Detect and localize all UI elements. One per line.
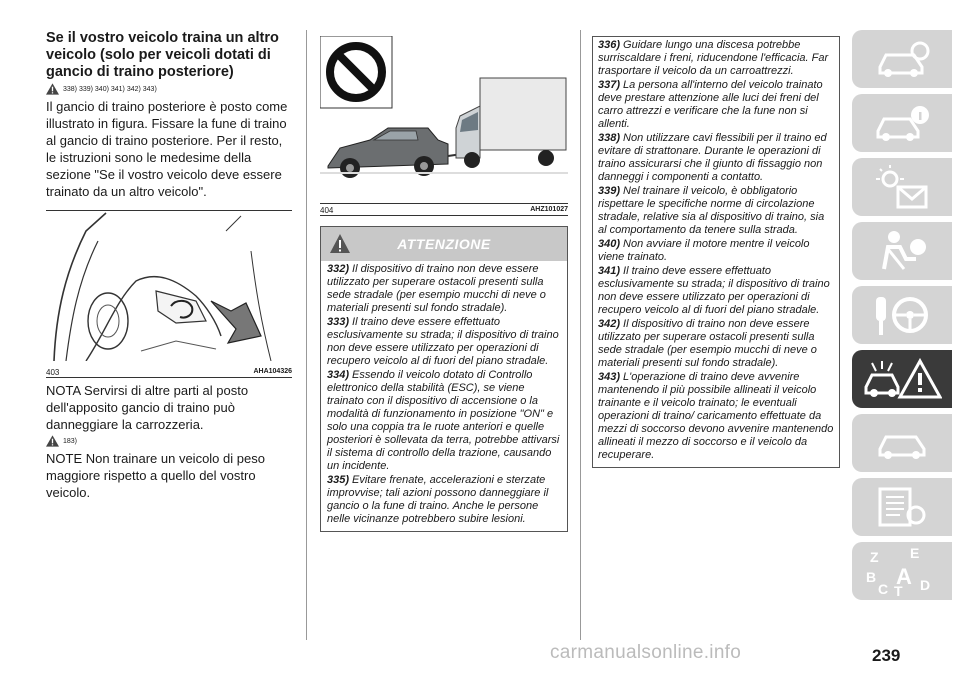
safety-airbag-icon: [874, 229, 930, 273]
watermark: carmanualsonline.info: [550, 642, 742, 663]
warning-item-number: 339): [598, 185, 621, 197]
warning-item-number: 333): [327, 316, 350, 328]
warning-item: [598, 265, 834, 317]
tab-start-driving[interactable]: [852, 286, 952, 344]
warning-item: [598, 238, 834, 264]
technical-data-icon: [874, 485, 930, 529]
warning-triangle-icon: [46, 435, 59, 447]
chapter-sidebar: [852, 30, 960, 606]
tab-technical-data[interactable]: [852, 478, 952, 536]
index-letter: Z: [870, 549, 879, 565]
index-letter: T: [894, 583, 903, 598]
warning-item: [327, 369, 561, 473]
warning-item-text: La persona all'interno del veicolo trainato deve prestare attenzione alle luci dei freni del carro attrezzi e verificare che la fune non si allenti.: [598, 79, 823, 130]
page-number: 239: [872, 646, 901, 665]
note-paragraph: NOTE Non trainare un veicolo di peso maggiore rispetto a quello del vostro veicolo.: [46, 451, 265, 500]
warning-item-number: 338): [598, 132, 621, 144]
warning-item-text: Evitare frenate, accelerazioni e sterzate improvvise; tali azioni possono danneggiare il gancio o la fune di traino. Anche le persone nelle vicinanze potrebbero subire lesioni.: [327, 474, 549, 525]
warning-item-number: 340): [598, 238, 621, 250]
warning-item-text: Il dispositivo di traino non deve essere utilizzato per superare ostacoli presenti sulla sede stradale (per esempio mucchi di neve o materiali presenti sul fondo stradale).: [327, 263, 546, 314]
refs-text: 338) 339) 340) 341) 342) 343): [63, 85, 157, 93]
tab-maintenance[interactable]: [852, 414, 952, 472]
attention-title: ATTENZIONE: [397, 236, 491, 252]
warning-item-text: Nel trainare il veicolo, è obbligatorio rispettare le specifiche norme di circolazione stradale, relative sia al dispositivo di traino, sia al comportamento da tenere sulla strada.: [598, 185, 825, 236]
column-divider: [306, 30, 307, 640]
index-letter: E: [910, 545, 920, 561]
index-letter: C: [878, 581, 889, 597]
warning-item: [327, 316, 561, 368]
warning-item: [598, 132, 834, 184]
warning-refs-2: [46, 435, 292, 447]
warning-item-text: Il dispositivo di traino non deve essere utilizzato per superare ostacoli presenti sulla sede stradale (per esempio mucchi di neve o materiali presenti sul fondo stradale).: [598, 318, 817, 369]
warning-item-number: 343): [598, 371, 621, 383]
warning-item: [598, 318, 834, 370]
warning-item: [598, 79, 834, 131]
warning-item-number: 335): [327, 474, 350, 486]
warning-item-number: 341): [598, 265, 621, 277]
warning-item-text: Essendo il veicolo dotato di Controllo elettronico della stabilità (ESC), se viene trainato con il dispositivo di accensione o la modalità di funzionamento in posizione "ON" e solo una coppia tra le ruote anteriori e quelle posteriori è sollevata da terra, potrebbe attivarsi il sistema di controllo della trazione, causando un incidente.: [327, 369, 560, 472]
attention-list: [321, 261, 567, 531]
figure-number: 403: [46, 368, 60, 377]
column-middle: [320, 36, 568, 532]
figure-caption: [320, 203, 568, 215]
warning-item: [327, 263, 561, 315]
attention-box: [320, 226, 568, 532]
tab-dashboard-lights[interactable]: [852, 158, 952, 216]
warning-item-text: Il traino deve essere effettuato esclusivamente su strada; il dispositivo di traino non deve essere utilizzato per operazioni di recupero veicolo al di fuori del piano stradale.: [598, 265, 830, 316]
car-maintenance-icon: [874, 423, 930, 463]
intro-paragraph: Il gancio di traino posteriore è posto come illustrato in figura. Fissare la fune di traino al gancio di traino posteriore. Per il resto, le istruzioni sono le medesime della sezione "Se il vostro veicolo deve essere trainato da un altro veicolo".: [46, 99, 288, 199]
column-divider: [580, 30, 581, 640]
figure-caption: [46, 366, 292, 377]
figure-404: [320, 36, 568, 216]
tab-safety[interactable]: [852, 222, 952, 280]
dashboard-lights-icon: [874, 165, 930, 209]
tab-index[interactable]: [852, 542, 952, 600]
warning-triangle-icon: [46, 83, 59, 95]
attention-list-continued: [592, 36, 840, 468]
column-left: [46, 30, 292, 501]
tab-emergency[interactable]: [852, 350, 952, 408]
tab-car-overview[interactable]: [852, 30, 952, 88]
tow-hook-illustration: [46, 211, 292, 361]
car-info-icon: [874, 103, 930, 143]
figure-code: AHZ101027: [530, 206, 568, 213]
warning-item-text: Non avviare il motore mentre il veicolo viene trainato.: [598, 238, 810, 263]
figure-number: 404: [320, 206, 334, 215]
car-overview-icon: [874, 39, 930, 79]
warning-item-number: 336): [598, 39, 621, 51]
towing-illustration: [320, 36, 568, 198]
section-title: Se il vostro veicolo traina un altro veicolo (solo per veicoli dotati di gancio di traino posteriore): [46, 30, 279, 80]
tab-car-info[interactable]: [852, 94, 952, 152]
index-letter: D: [920, 577, 931, 593]
warning-item: [598, 371, 834, 462]
warning-item-text: Guidare lungo una discesa potrebbe surriscaldare i freni, riducendone l'efficacia. Far trasportare il veicolo da un carroattrezzi.: [598, 39, 829, 77]
warning-item-text: Non utilizzare cavi flessibili per il traino ed evitare di strattonare. Durante le operazioni di traino assicurarsi che il giunto di fissaggio non danneggi i componenti a contatto.: [598, 132, 827, 183]
warning-item: [598, 185, 834, 237]
warning-item-number: 332): [327, 263, 350, 275]
attention-header: [321, 227, 567, 261]
index-letter: A: [896, 564, 912, 589]
nota-paragraph: NOTA Servirsi di altre parti al posto dell'apposito gancio di traino può danneggiare la carrozzeria.: [46, 383, 249, 432]
warning-item-text: Il traino deve essere effettuato esclusivamente su strada; il dispositivo di traino non deve essere utilizzato per operazioni di recupero veicolo al di fuori del piano stradale.: [327, 316, 559, 367]
warning-refs: [46, 83, 292, 95]
warning-item-number: 337): [598, 79, 621, 91]
warning-item-number: 334): [327, 369, 350, 381]
refs-text: 183): [63, 437, 78, 445]
index-letter: B: [866, 569, 877, 585]
emergency-warning-icon: [862, 357, 942, 401]
figure-403: [46, 210, 292, 378]
index-az-icon: [862, 544, 942, 598]
warning-item: [598, 39, 834, 78]
key-steering-icon: [872, 293, 932, 337]
warning-item: [327, 474, 561, 526]
warning-item-number: 342): [598, 318, 621, 330]
warning-item-text: L'operazione di traino deve avvenire mantenendo il più possibile allineati il veicolo trainante e il veicolo trainato; le eventuali operazioni di traino/ caricamento effettuate da mezzi di soccorso devono avvenire mantenendo allineati il mezzo di soccorso e il veicolo da recuperare.: [598, 371, 834, 461]
figure-code: AHA104326: [253, 368, 292, 375]
column-right: [592, 36, 840, 468]
